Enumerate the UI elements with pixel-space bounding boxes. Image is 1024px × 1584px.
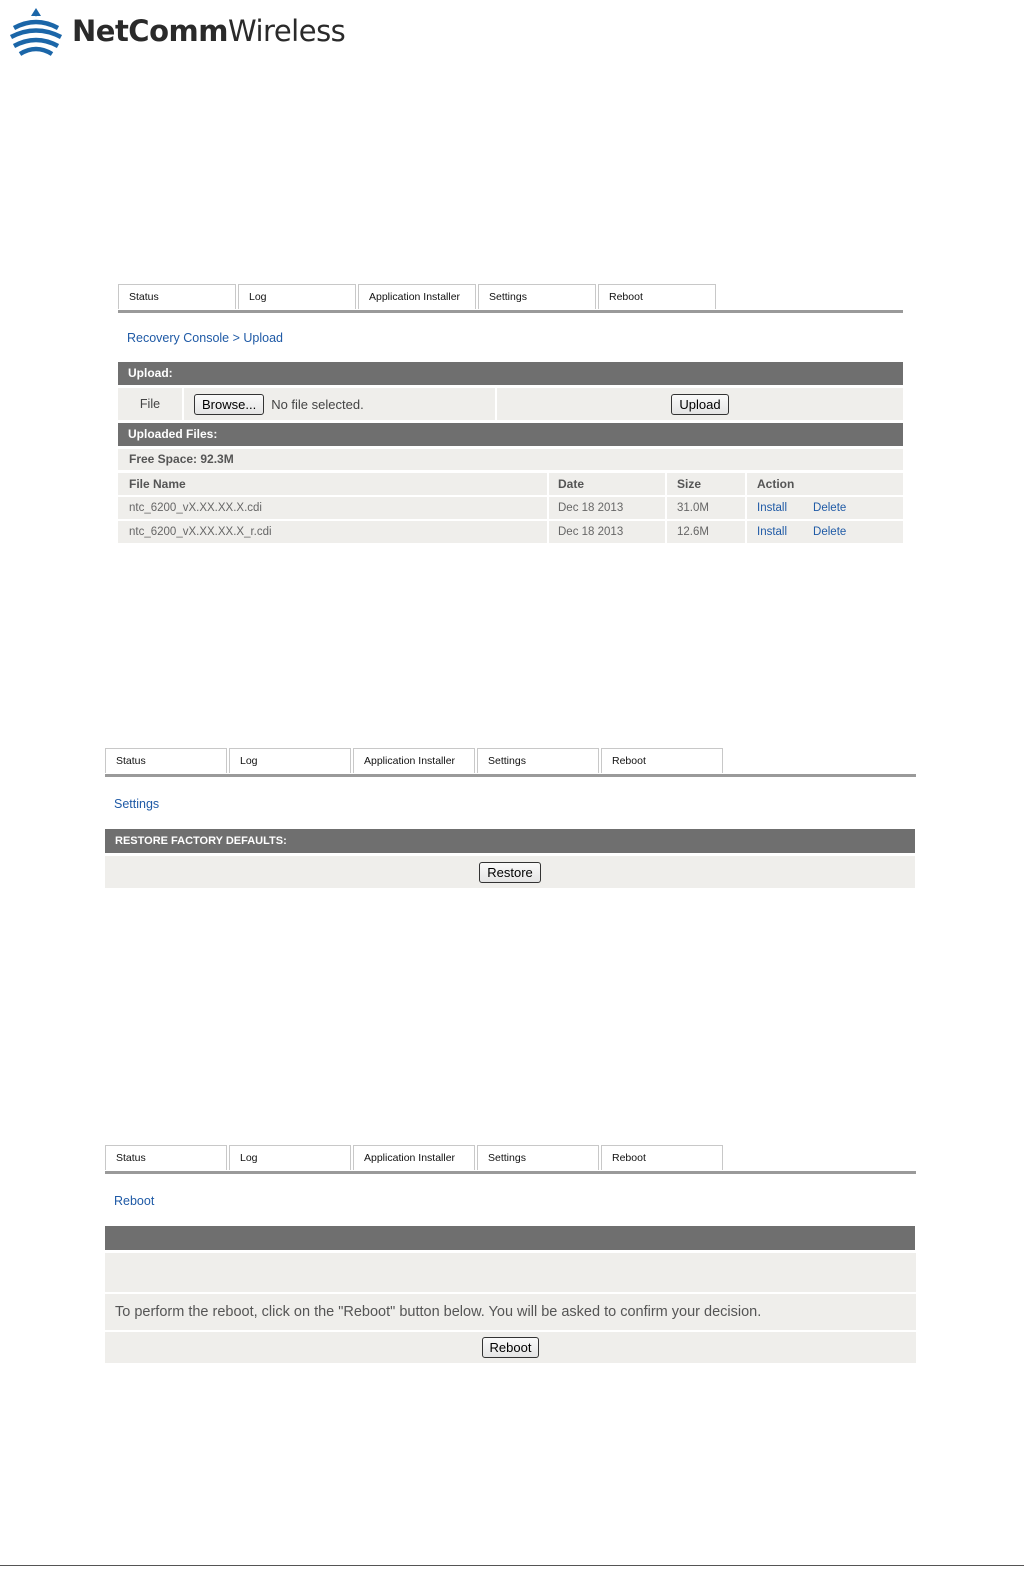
tab-settings[interactable]: Settings <box>477 748 599 773</box>
file-name: ntc_6200_vX.XX.XX.X.cdi <box>118 497 549 519</box>
upload-button-cell <box>497 388 903 420</box>
file-actions <box>747 521 903 543</box>
settings-panel <box>105 748 916 880</box>
delete-link[interactable]: Delete <box>813 526 847 538</box>
reboot-button[interactable]: Reboot <box>482 1337 540 1358</box>
tab-bar <box>105 1145 916 1171</box>
reboot-instruction-row <box>105 1294 916 1330</box>
tab-underline <box>105 1171 916 1174</box>
free-space-row <box>118 449 903 470</box>
reboot-empty-row <box>105 1253 916 1292</box>
tab-log[interactable]: Log <box>229 748 351 773</box>
tab-application-installer[interactable]: Application Installer <box>358 284 476 309</box>
delete-link[interactable]: Delete <box>813 502 847 514</box>
tab-application-installer[interactable]: Application Installer <box>353 748 475 773</box>
file-name: ntc_6200_vX.XX.XX.X_r.cdi <box>118 521 549 543</box>
install-link[interactable]: Install <box>757 502 788 514</box>
reboot-button-row <box>105 1332 916 1363</box>
reboot-panel <box>105 1145 916 1355</box>
breadcrumb[interactable]: Recovery Console > Upload <box>127 331 283 345</box>
table-row <box>118 497 903 519</box>
tab-reboot[interactable]: Reboot <box>601 1145 723 1170</box>
upload-row <box>118 388 903 420</box>
brand-name: NetCommWireless <box>72 14 346 48</box>
reboot-header <box>105 1226 915 1250</box>
tab-status[interactable]: Status <box>118 284 236 309</box>
file-label: File <box>118 388 184 420</box>
files-header-row <box>118 473 903 495</box>
breadcrumb[interactable]: Settings <box>114 797 160 811</box>
col-size: Size <box>667 473 747 495</box>
tab-application-installer[interactable]: Application Installer <box>353 1145 475 1170</box>
file-size: 12.6M <box>667 521 747 543</box>
tab-log[interactable]: Log <box>229 1145 351 1170</box>
restore-button[interactable]: Restore <box>479 862 541 883</box>
file-size: 31.0M <box>667 497 747 519</box>
col-file-name: File Name <box>118 473 549 495</box>
upload-panel <box>118 284 903 538</box>
footer-divider <box>0 1565 1024 1566</box>
file-picker <box>184 388 497 420</box>
file-status: No file selected. <box>271 396 364 412</box>
tab-bar <box>118 284 903 310</box>
tab-settings[interactable]: Settings <box>477 1145 599 1170</box>
upload-button[interactable]: Upload <box>671 394 728 415</box>
tab-settings[interactable]: Settings <box>478 284 596 309</box>
reboot-instruction: To perform the reboot, click on the "Reboot" button below. You will be asked to confirm your decision. <box>115 1304 762 1320</box>
file-date: Dec 18 2013 <box>549 521 667 543</box>
tab-underline <box>118 310 903 313</box>
breadcrumb[interactable]: Reboot <box>114 1194 155 1208</box>
restore-defaults-header: RESTORE FACTORY DEFAULTS: <box>105 829 915 853</box>
upload-section-header: Upload: <box>118 362 903 385</box>
file-actions <box>747 497 903 519</box>
netcomm-logo <box>8 6 345 56</box>
install-link[interactable]: Install <box>757 526 788 538</box>
tab-status[interactable]: Status <box>105 1145 227 1170</box>
col-date: Date <box>549 473 667 495</box>
restore-row <box>105 856 915 888</box>
wifi-logo-icon <box>8 6 64 56</box>
browse-button[interactable]: Browse... <box>194 394 264 415</box>
free-space-text: Free Space: 92.3M <box>129 452 234 466</box>
file-date: Dec 18 2013 <box>549 497 667 519</box>
tab-log[interactable]: Log <box>238 284 356 309</box>
tab-underline <box>105 774 916 777</box>
uploaded-files-header: Uploaded Files: <box>118 423 903 446</box>
tab-status[interactable]: Status <box>105 748 227 773</box>
col-action: Action <box>757 477 795 491</box>
table-row <box>118 521 903 543</box>
tab-bar <box>105 748 916 774</box>
tab-reboot[interactable]: Reboot <box>598 284 716 309</box>
tab-reboot[interactable]: Reboot <box>601 748 723 773</box>
